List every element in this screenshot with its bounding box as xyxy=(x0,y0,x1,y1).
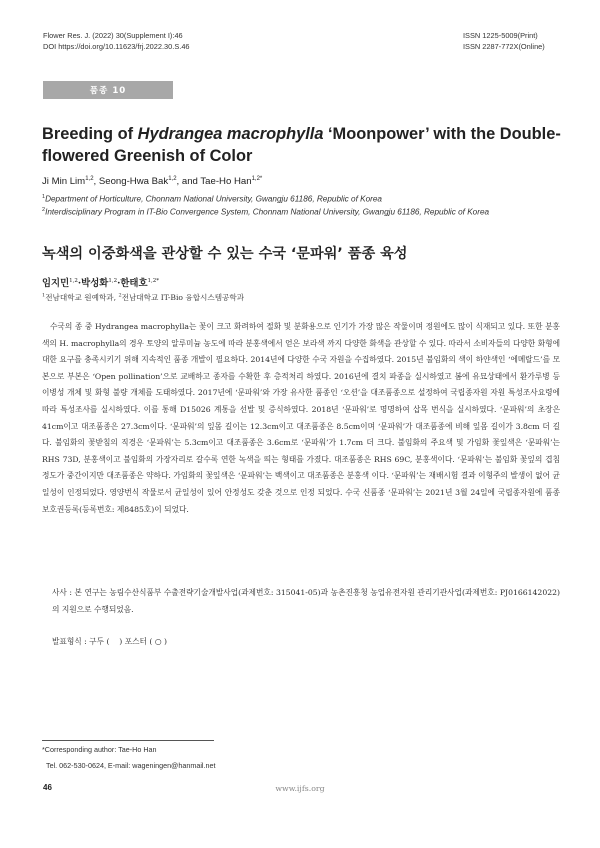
ko-author-3-affil: 1,2* xyxy=(147,277,160,284)
running-header-left xyxy=(43,30,190,52)
journal-citation: Flower Res. J. (2022) 30(Supplement I):46 xyxy=(43,31,183,40)
title-species-name: Hydrangea macrophylla xyxy=(137,125,324,143)
abstract-body: 수국의 종 중 Hydrangea macrophylla는 꽃이 크고 화려하여 절화 및 분화용으로 인기가 가장 많은 작물이며 정원에도 많이 식재되고 있다. 또한 분홍색의 H. macrophylla의 경우 토양의 알루미늄 농도에 따라 분홍색에서 얻은 보라색 까지 다양한 화색을 관상할 수 있다. 따라서 소비자들의 다양한 화형에 대한 요구를 충족시키기 위해 지속적인 품종 개발이 필요하다. 2014년에 다양한 수국 자원을 수집하였다. 2015년 불임화의 색이 하얀색인 ‘에메랄드’를 모본으로 부본은 ‘Open pollination’으로 교배하고 종자를 수확한 후 층적처리 하였다. 2016년에 결치 파종을 실시하였고 봄에 유묘상태에서 환가루병 등 이병성 개체 및 화형 불량 개체를 도태하였다. 2017년에 ‘문파워’와 가장 유사한 품종인 ‘오션’을 대조품종으로 설정하여 국립종자원 자원 특성조사요령에 따라 특성조사를 실시하였다. 이를 통해 D15026 계통을 선발 및 증식하였다. 2018년 ‘문파워’로 명명하여 삽목 번식을 실시하였다. ‘문파워’의 초장은 41cm이고 대조품종은 27.3cm이다. ‘문파워’의 잎몸 길이는 12.3cm이고 대조품종은 8.5cm이며 ‘문파워’가 대조품종에 비해 잎몸 길이가 3.8cm 더 길다. 불임화의 꽃받침의 직경은 ‘문파워’는 5.3cm이고 대조품종은 3.6cm로 ‘문파워’가 1.7cm 더 크다. 불임화의 주요색 및 가임화 꽃잎색은 ‘문파워’는 RHS 73D, 분홍색이고 불임화의 가장자리로 갈수록 연한 녹색을 띄는 형태를 가졌다. 대조품종은 RHS 69C, 분홍색이다. ‘문파워’는 불임화 꽃잎의 겹침 정도가 중간이지만 대조품종은 약하다. 가임화의 꽃잎색은 ‘문파워’는 백색이고 대조품종은 분홍색 이다. ‘문파워’는 재배시험 결과 이형주의 발생이 없어 균일성이 인정되었다. 영양번식 작물로서 균일성이 있어 안정성도 갖춘 것으로 인정 되었다. 수국 신품종 ‘문파워’는 2021년 3월 24일에 국립종자원에 품종보호권등록(등록번호: 제8485호)이 되었다. xyxy=(42,322,560,514)
affiliation-2-marker: 2 xyxy=(42,207,46,214)
author-1: Ji Min Lim xyxy=(42,176,86,188)
ko-affiliation-2-marker: 2 xyxy=(118,292,122,299)
ko-author-3: ·한태호 xyxy=(117,278,148,289)
footnote-rule xyxy=(42,740,214,741)
page-number: 46 xyxy=(43,783,52,792)
affiliation-1-text: Department of Horticulture, Chonnam National University, Gwangju 61186, Republic of Korea xyxy=(45,194,382,204)
section-label: 품종 10 xyxy=(89,86,127,96)
english-title xyxy=(42,123,562,167)
author-contact: Tel. 062-530-0624, E-mail: wageningen@hanmail.net xyxy=(46,761,216,770)
english-authors xyxy=(42,176,262,187)
author-3: , and Tae-Ho Han xyxy=(176,176,252,188)
affiliation-1-marker: 1 xyxy=(42,194,46,200)
acknowledgement: 사사 : 본 연구는 농림수산식품부 수출전략기술개발사업(과제번호: 315041-05)과 농촌진흥청 농업유전자원 관리기관사업(과제번호: PJ0166142022)의 지원으로 수행되었음. xyxy=(52,588,560,614)
issn-online: ISSN 2287-772X(Online) xyxy=(463,42,545,51)
ko-affiliation-1: 전남대학교 원예학과, xyxy=(45,293,119,302)
journal-website: www.ijfs.org xyxy=(275,784,325,793)
author-1-affil: 1,2 xyxy=(85,176,94,182)
korean-title: 녹색의 이중화색을 관상할 수 있는 수국 ‘문파워’ 품종 육성 xyxy=(42,246,408,262)
ko-author-1: 임지민 xyxy=(42,278,70,289)
title-part-1: Breeding of xyxy=(42,125,138,143)
affiliation-2 xyxy=(42,205,562,218)
running-header-right xyxy=(463,30,555,52)
issn-print: ISSN 1225-5009(Print) xyxy=(463,31,538,40)
presentation-type: 발표형식 : 구두 ( ) 포스터 ( ○ ) xyxy=(52,637,168,646)
author-2-affil: 1,2 xyxy=(168,176,177,182)
english-affiliations xyxy=(42,192,562,218)
korean-authors xyxy=(42,275,159,289)
ko-affiliation-2: 전남대학교 IT-Bio 융합시스템공학과 xyxy=(121,293,245,302)
ko-author-1-affil: 1,2 xyxy=(69,277,78,284)
corresponding-author: *Corresponding author: Tae-Ho Han xyxy=(42,745,157,754)
affiliation-1 xyxy=(42,192,562,205)
title-part-2: ‘Moonpower’ with the Double-flowered Greenish of Color xyxy=(42,125,561,165)
ko-author-2-affil: 1,2 xyxy=(108,277,118,284)
author-2: , Seong-Hwa Bak xyxy=(93,176,169,188)
ko-affiliation-1-marker: 1 xyxy=(42,292,46,299)
doi-line: DOI https://doi.org/10.11623/frj.2022.30.S.46 xyxy=(43,42,190,51)
korean-affiliations xyxy=(42,292,244,303)
section-label-bar xyxy=(43,81,173,99)
ko-author-2: ·박성화 xyxy=(77,278,109,289)
author-3-affil: 1,2* xyxy=(251,176,263,182)
affiliation-2-text: Interdisciplinary Program in IT-Bio Convergence System, Chonnam National University, Gwangju 61186, Republic of Korea xyxy=(45,207,490,217)
